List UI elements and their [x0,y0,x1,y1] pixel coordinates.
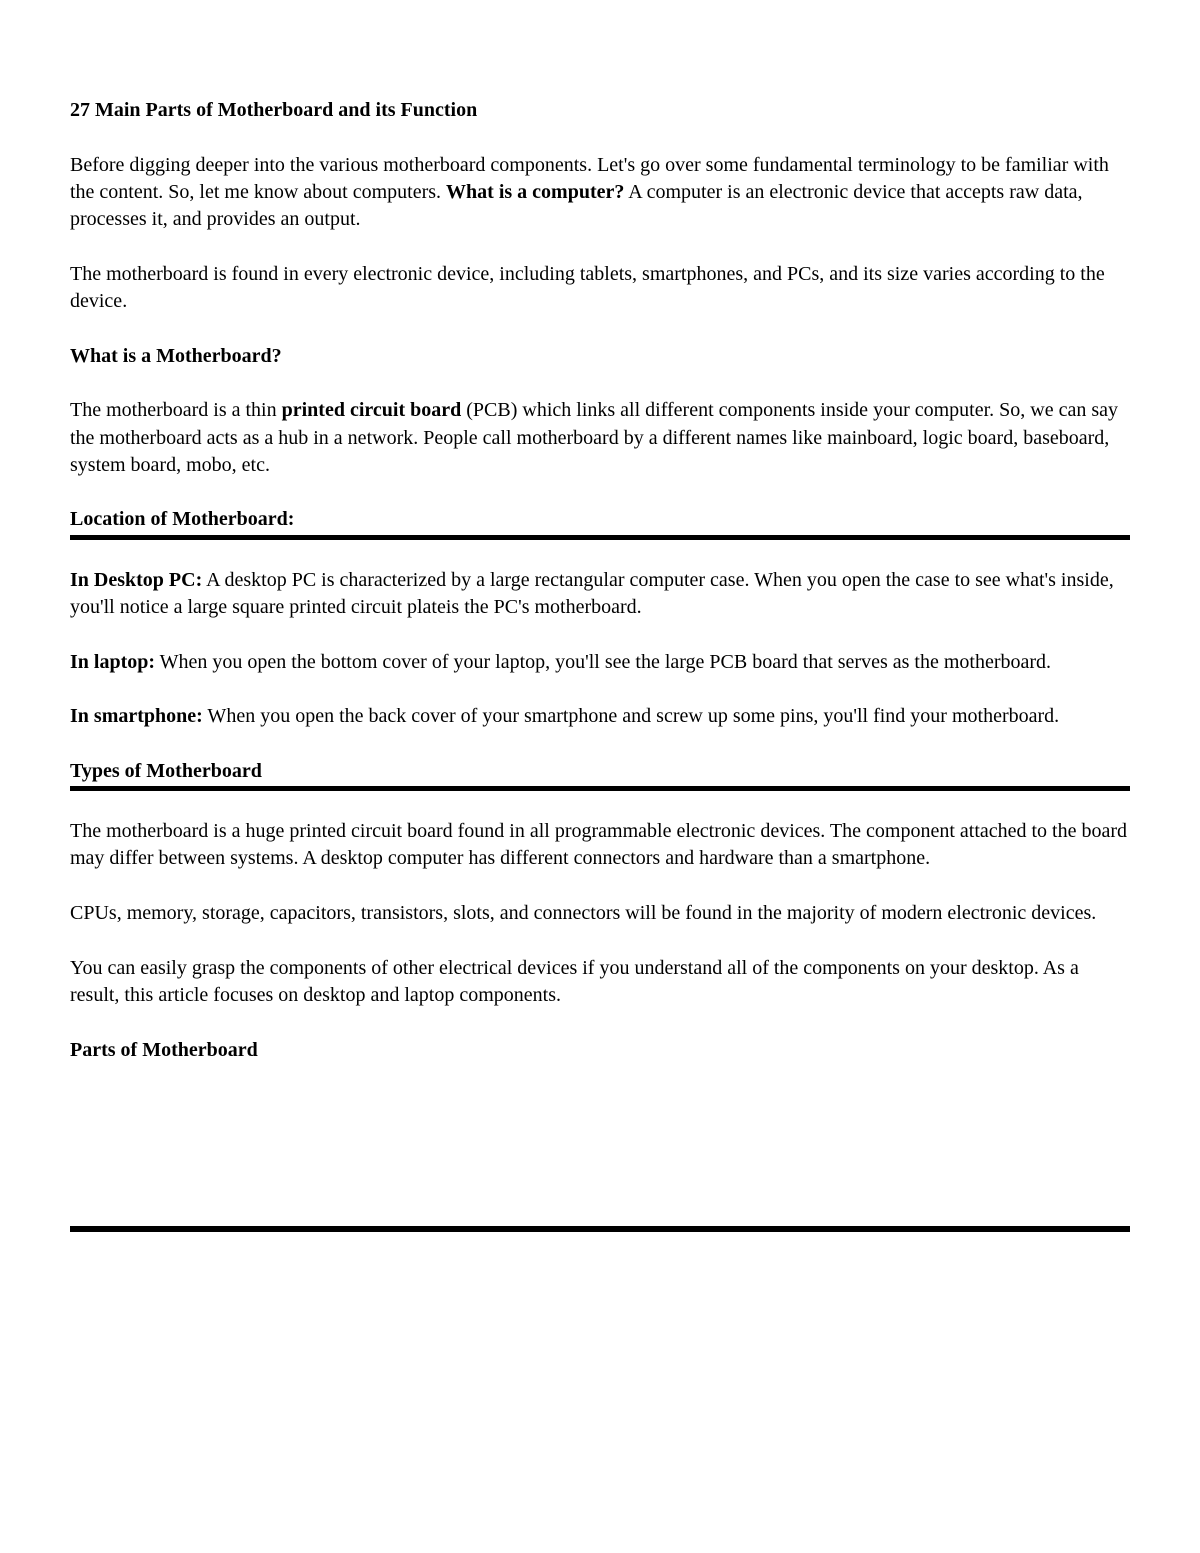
intro-paragraph [70,152,1130,234]
parts-heading: Parts of Motherboard [70,1038,258,1061]
location-divider [70,535,1130,540]
location-smartphone-text: When you open the back cover of your smartphone and screw up some pins, you'll find your motherboard. [202,705,1060,728]
document-page [70,97,1130,1091]
types-heading: Types of Motherboard [70,759,262,782]
intro-text-end: A computer is an electronic device that accepts raw data, processes it, and provides an output. [70,180,1083,231]
what-is-bold-term: printed circuit board [281,399,462,422]
motherboard-found-paragraph: The motherboard is found in every electronic device, including tablets, smartphones, and PCs, and its size varies according to the device. [70,262,1105,313]
location-laptop-label: In laptop: [70,650,156,673]
types-paragraph-1: The motherboard is a huge printed circuit board found in all programmable electronic devices. The component attached to the board may differ between systems. A desktop computer has different connectors and hardware than a smartphone. [70,820,1128,870]
what-is-text-start: The motherboard is a thin [70,399,282,422]
location-heading: Location of Motherboard: [70,508,295,531]
location-desktop-label: In Desktop PC: [70,568,203,591]
location-smartphone-paragraph [70,703,1130,730]
types-divider [70,786,1130,791]
what-is-text-end: (PCB) which links all different components inside your computer. So, we can say the motherboard acts as a hub in a network. People call motherboard by a different names like mainboard, logic board, baseboard, system board, mobo, etc. [70,399,1119,476]
document-title: 27 Main Parts of Motherboard and its Function [70,99,478,121]
location-desktop-text: A desktop PC is characterized by a large rectangular computer case. When you open the case to see what's inside, you'll notice a large square printed circuit plateis the PC's motherboard. [70,568,1114,619]
location-laptop-text: When you open the bottom cover of your laptop, you'll see the large PCB board that serves as the motherboard. [155,650,1052,673]
types-paragraph-3: You can easily grasp the components of other electrical devices if you understand all of the components on your desktop. As a result, this article focuses on desktop and laptop components. [70,956,1079,1006]
location-laptop-paragraph [70,649,1130,676]
parts-divider [70,1226,1130,1232]
what-is-motherboard-heading: What is a Motherboard? [70,344,282,367]
what-is-motherboard-paragraph [70,397,1130,479]
location-smartphone-label: In smartphone: [70,705,203,728]
intro-text-start: Before digging deeper into the various motherboard components. Let's go over some fundamental terminology to be familiar with the content. So, let me know about computers. [70,153,1109,203]
types-paragraph-2: CPUs, memory, storage, capacitors, transistors, slots, and connectors will be found in the majority of modern electronic devices. [70,902,1097,925]
location-desktop-paragraph [70,567,1130,622]
intro-bold-question: What is a computer? [446,180,625,203]
